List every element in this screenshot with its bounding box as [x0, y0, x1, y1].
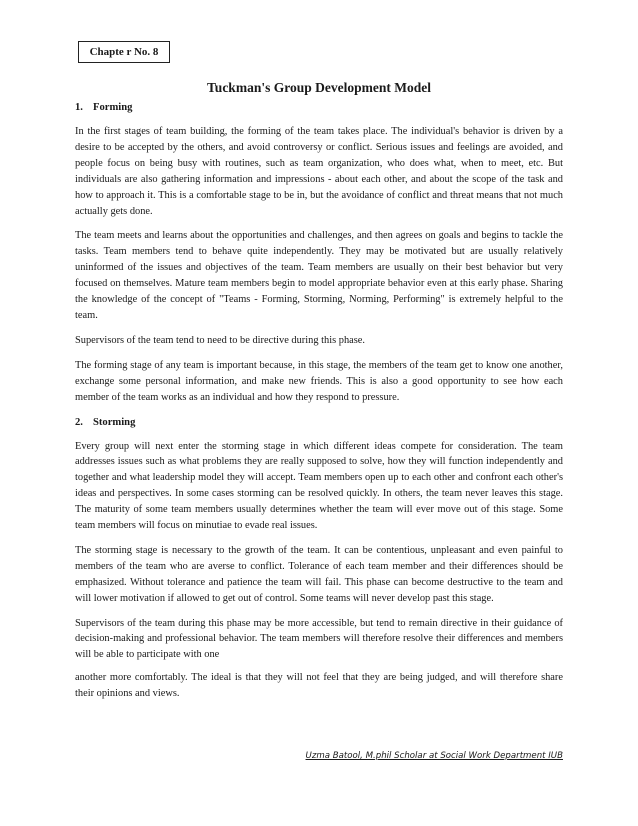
paragraph: Supervisors of the team during this phase may be more accessible, but tend to remain directive in their guidance of decision-making and professional behavior. The team members will therefore resolve their differences and members will be able to participate with one [75, 617, 563, 661]
section-title: Storming [93, 416, 136, 428]
section-heading-storming [75, 415, 563, 430]
section-heading-forming [75, 100, 563, 115]
paragraph: another more comfortably. The ideal is that they will not feel that they are being judged, and will therefore share their opinions and views. [75, 672, 563, 700]
chapter-label: Chapte r No. 8 [78, 41, 170, 63]
section-number: 2. [75, 416, 83, 428]
section-number: 1. [75, 102, 83, 113]
page-title: Tuckman's Group Development Model [207, 80, 431, 95]
paragraph: Every group will next enter the storming stage in which different ideas compete for consideration. The team addresses issues such as what problems they are really supposed to solve, how they will function independently and together and what leadership model they will accept. Team members open up to each other and confront each other's ideas and perspectives. In some cases storming can be resolved quickly. In others, the team never leaves this stage. The maturity of some team members usually determines whether the team will ever move out of this stage. Some team members will focus on minutiae to evade real issues. [75, 440, 563, 532]
document-body [75, 100, 563, 711]
page-footer: Uzma Batool, M.phil Scholar at Social Work Department IUB [305, 751, 563, 761]
paragraph: The storming stage is necessary to the growth of the team. It can be contentious, unpleasant and even painful to members of the team who are averse to conflict. Tolerance of each team member and their differences should be emphasized. Without tolerance and patience the team will fail. This phase can become destructive to the team and will lower motivation if allowed to get out of control. Some teams will never develop past this stage. [75, 544, 563, 604]
section-title: Forming [93, 102, 133, 113]
paragraph: In the first stages of team building, the forming of the team takes place. The individual's behavior is driven by a desire to be accepted by the others, and avoid controversy or conflict. Serious issues and feelings are avoided, and people focus on being busy with routines, such as team organization, who does what, when to meet, etc. But individuals are also gathering information and impressions - about each other, and about the scope of the task and how to approach it. This is a comfortable stage to be in, but the avoidance of conflict and threat means that not much actually gets done. [75, 126, 563, 217]
paragraph: The team meets and learns about the opportunities and challenges, and then agrees on goals and begins to tackle the tasks. Team members tend to behave quite independently. They may be motivated but are usually relatively uninformed of the issues and objectives of the team. Team members are usually on their best behavior but very focused on themselves. Mature team members begin to model appropriate behavior even at this early phase. Sharing the knowledge of the concept of "Teams - Forming, Storming, Norming, Performing" is extremely helpful to the team. [75, 230, 563, 321]
paragraph: The forming stage of any team is important because, in this stage, the members of the team get to know one another, exchange some personal information, and make new friends. This is also a good opportunity to see how each member of the team works as an individual and how they respond to pressure. [75, 359, 563, 403]
paragraph: Supervisors of the team tend to need to be directive during this phase. [75, 334, 365, 346]
